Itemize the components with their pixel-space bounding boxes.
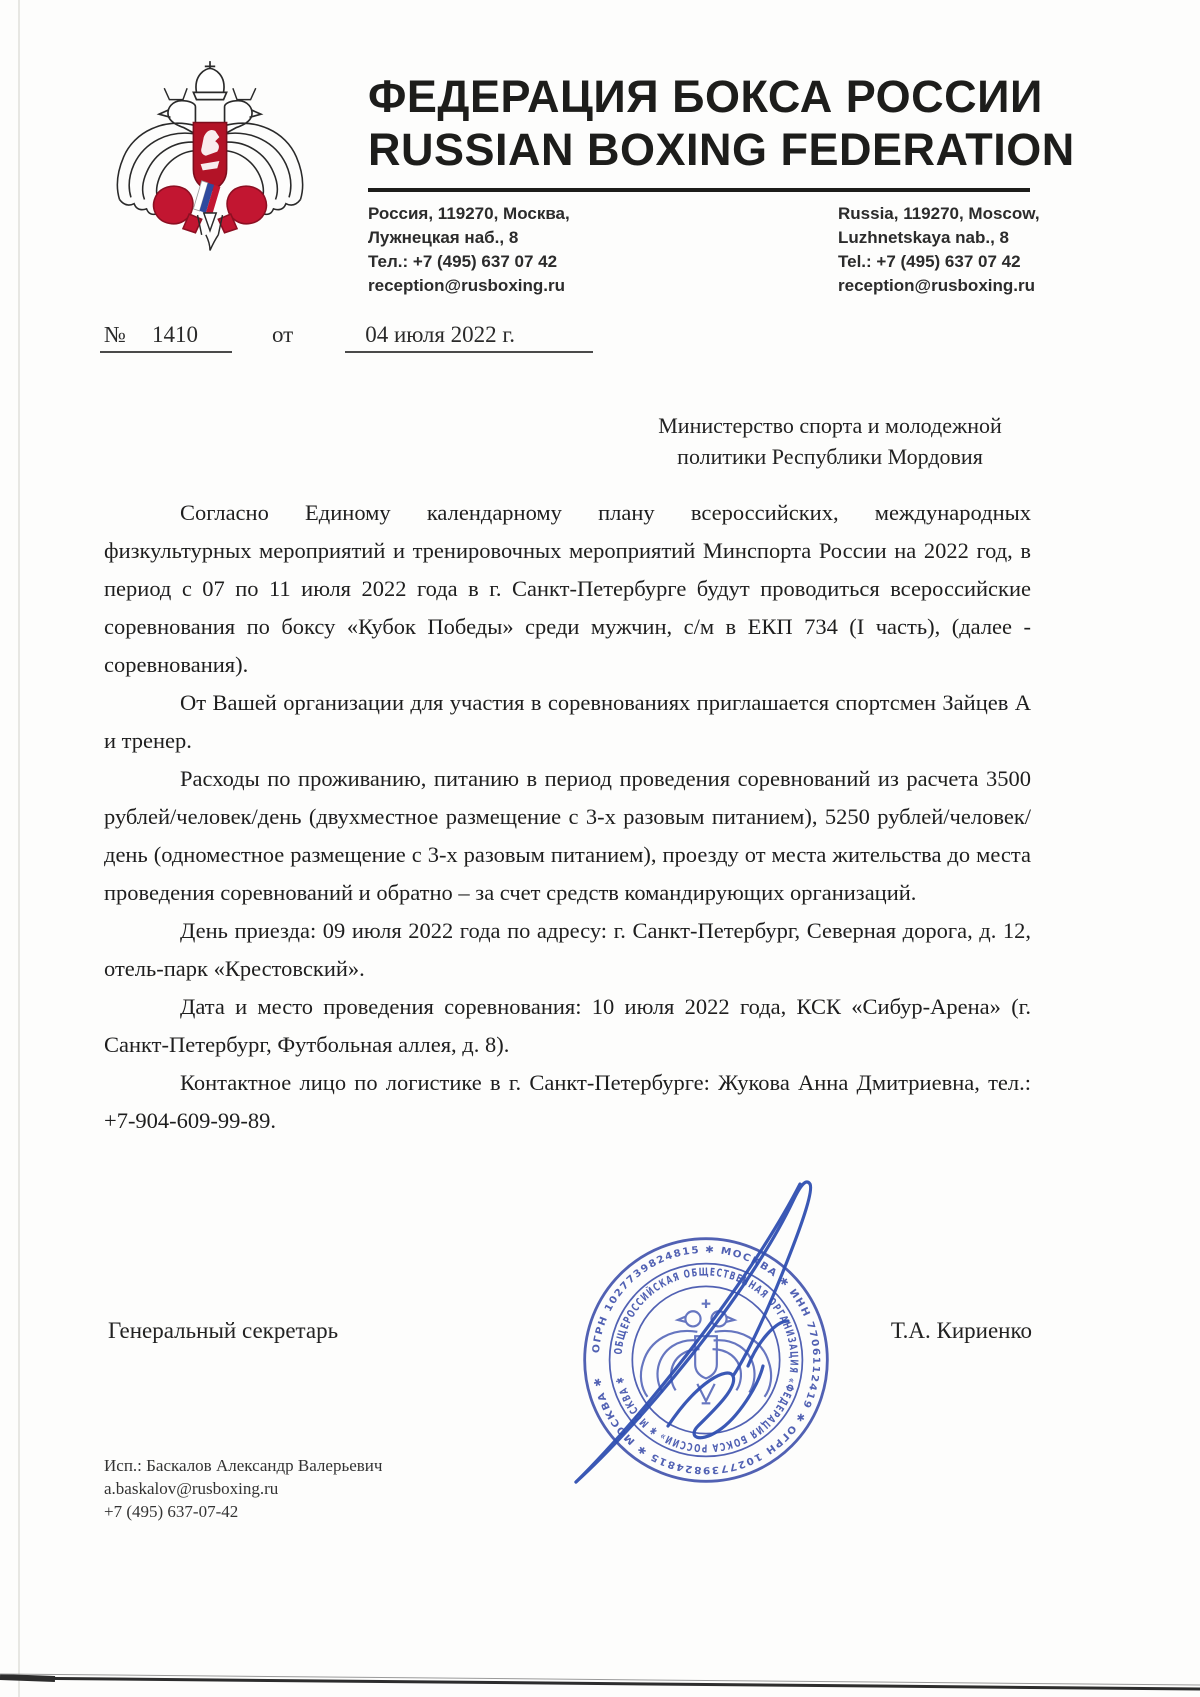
- seal-inner-ring-text: ОБЩЕРОССИЙСКАЯ ОБЩЕСТВЕННАЯ ОРГАНИЗАЦИЯ «ФЕДЕРАЦИЯ БОКСА РОССИИ» ✱ МОСКВА ✱: [611, 1265, 801, 1455]
- recipient-block: [628, 410, 1032, 472]
- contact-ru-line: Лужнецкая наб., 8: [368, 228, 519, 247]
- recipient-line: политики Республики Мордовия: [677, 444, 983, 469]
- contact-ru-line: Россия, 119270, Москва,: [368, 204, 570, 223]
- paragraph: День приезда: 09 июля 2022 года по адресу: г. Санкт-Петербург, Северная дорога, д. 12, отель-парк «Крестовский».: [104, 918, 1031, 981]
- letter-date: 04 июля 2022 г.: [365, 322, 516, 347]
- contact-en-email: reception@rusboxing.ru: [838, 276, 1035, 295]
- contact-block-ru: [368, 202, 570, 298]
- executor-email: a.baskalov@rusboxing.ru: [104, 1479, 279, 1498]
- number-sign: №: [104, 322, 126, 347]
- executor-name: Исп.: Баскалов Александр Валерьевич: [104, 1456, 383, 1475]
- recipient-line: Министерство спорта и молодежной: [658, 413, 1002, 438]
- paper-edge-artifact: [18, 0, 20, 1697]
- paragraph: От Вашей организации для участия в соревнованиях приглашается спортсмен Зайцев А и тренер.: [104, 690, 1031, 753]
- contact-ru-line: Тел.: +7 (495) 637 07 42: [368, 252, 558, 271]
- paragraph: Дата и место проведения соревнования: 10 июля 2022 года, КСК «Сибур-Арена» (г. Санкт-Петербург, Футбольная аллея, д. 8).: [104, 994, 1031, 1057]
- reference-date-field: [345, 322, 593, 353]
- outgoing-number: 1410: [151, 322, 198, 347]
- letterhead-titles: [368, 70, 1075, 176]
- signatory-position: Генеральный секретарь: [108, 1318, 339, 1343]
- scan-artifact-line: [0, 1668, 1200, 1697]
- signature-icon: [546, 1124, 882, 1502]
- letter-body: [104, 494, 1031, 1140]
- signatory-name: Т.А. Кириенко: [890, 1318, 1032, 1343]
- paragraph: Расходы по проживанию, питанию в период проведения соревнований из расчета 3500 рублей/человек/день (двухместное размещение с 3-х разовым питанием), 5250 рублей/человек/день (одноместное размещение с 3-х разовым питанием), проезду от места жительства до места проведения соревнований и обратно – за счет средств командирующих организаций.: [104, 766, 1031, 905]
- from-label: от: [271, 322, 294, 347]
- letterhead-title-en: RUSSIAN BOXING FEDERATION: [368, 124, 1075, 175]
- executor-block: [104, 1454, 382, 1523]
- contact-block-en: [838, 202, 1040, 298]
- contact-en-line: Russia, 119270, Moscow,: [838, 204, 1040, 223]
- letterhead-divider: [368, 188, 1030, 192]
- seal-outer-ring-text: ОГРН 1027739824815 ✱ МОСКВА ✱ ИНН 7706112419 ✱ ОГРН 1027739824815 ✱ МОСКВА ✱: [590, 1244, 822, 1476]
- reference-line: [100, 322, 593, 353]
- federation-emblem-icon: [106, 56, 314, 266]
- contact-en-line: Luzhnetskaya nab., 8: [838, 228, 1009, 247]
- paragraph: Контактное лицо по логистике в г. Санкт-Петербурге: Жукова Анна Дмитриевна, тел.: +7-904-609-99-89.: [104, 1070, 1031, 1133]
- contact-ru-email: reception@rusboxing.ru: [368, 276, 565, 295]
- paragraph: Согласно Единому календарному плану всероссийских, международных физкультурных мероприятий и тренировочных мероприятий Минспорта России на 2022 год, в период с 07 по 11 июля 2022 года в г. Санкт-Петербурге будут проводиться всероссийские соревнования по боксу «Кубок Победы» среди мужчин, с/м в ЕКП 734 (I часть), (далее - соревнования).: [104, 500, 1031, 677]
- reference-number-field: [100, 322, 232, 353]
- executor-phone: +7 (495) 637-07-42: [104, 1502, 239, 1521]
- letterhead-title-ru: ФЕДЕРАЦИЯ БОКСА РОССИИ: [368, 71, 1043, 122]
- contact-en-line: Tel.: +7 (495) 637 07 42: [838, 252, 1021, 271]
